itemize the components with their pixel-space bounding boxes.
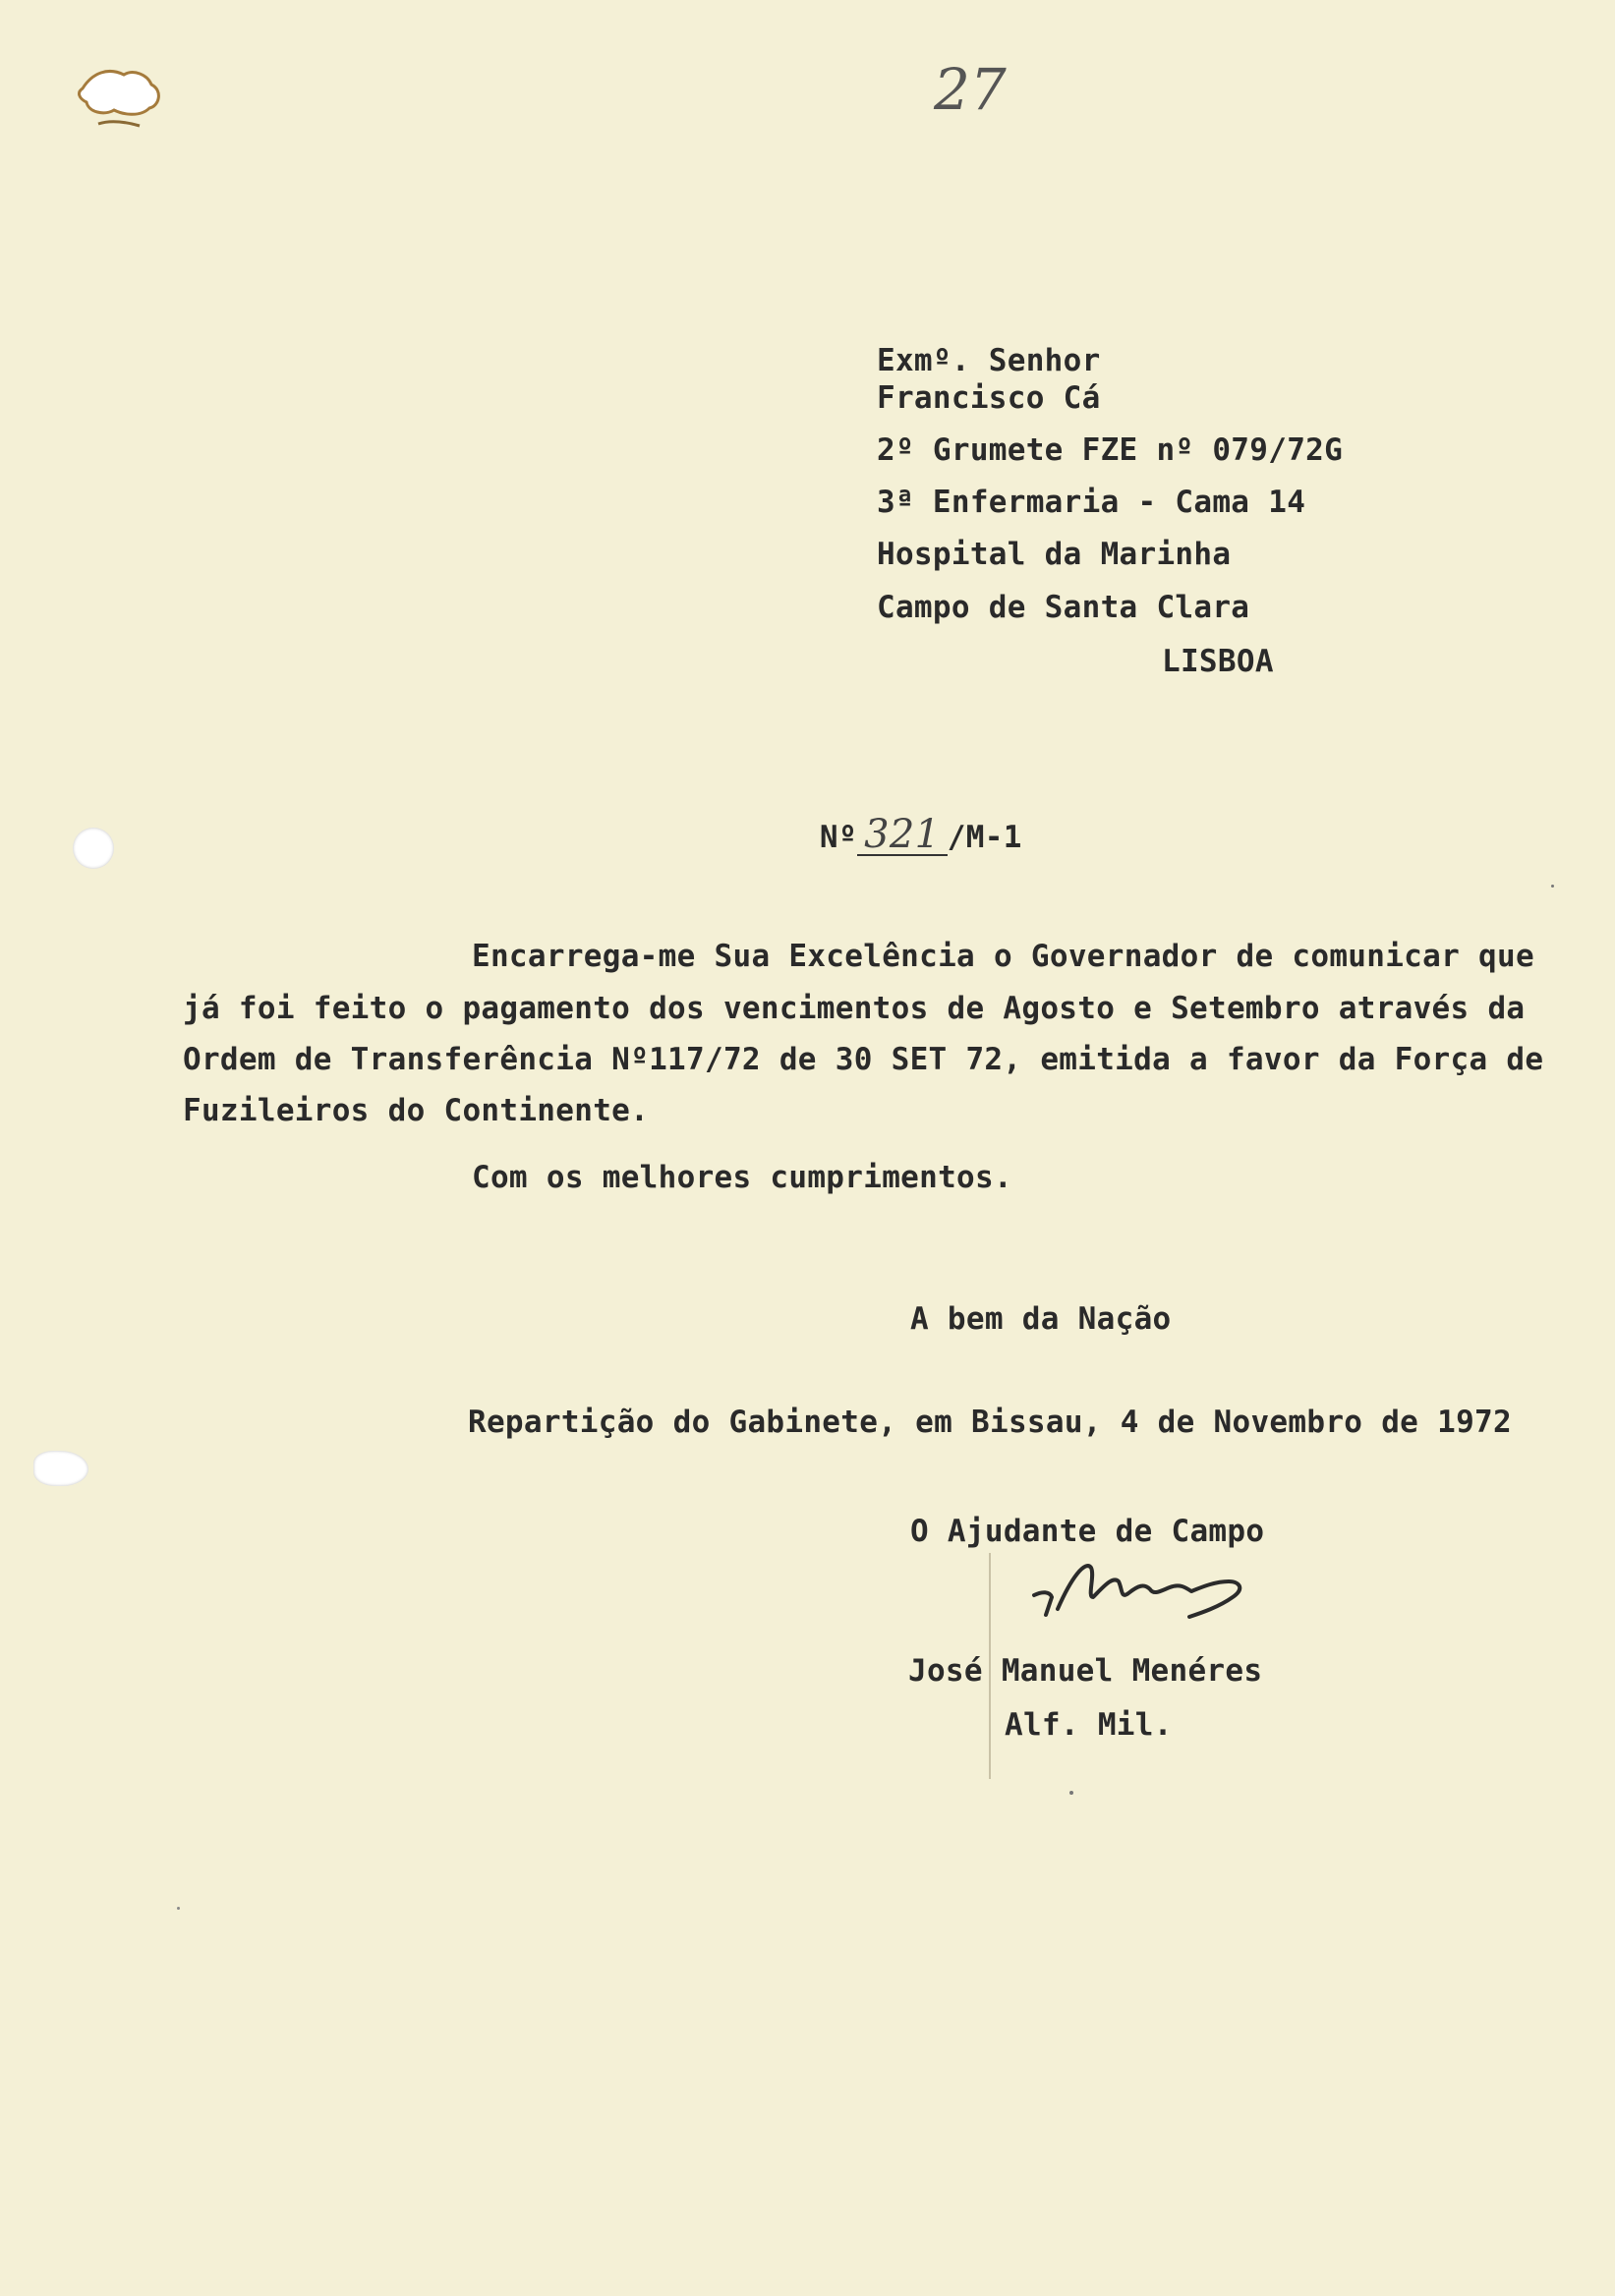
body-line-4: Fuzileiros do Continente.: [183, 1093, 650, 1128]
recipient-ward: 3ª Enfermaria - Cama 14: [877, 485, 1306, 520]
reference-number: [745, 784, 1022, 887]
recipient-salutation: Exmº. Senhor: [877, 343, 1101, 378]
speck: [1069, 1791, 1073, 1795]
place-date: Repartição do Gabinete, em Bissau, 4 de Novembro de 1972: [468, 1405, 1512, 1440]
handwritten-signature: [1022, 1548, 1278, 1646]
recipient-hospital: Hospital da Marinha: [877, 537, 1232, 572]
body-line-1: Encarrega-me Sua Excelência o Governador de comunicar que: [472, 939, 1534, 974]
punch-hole-upper: [73, 828, 114, 869]
closing-line: Com os melhores cumprimentos.: [472, 1160, 1012, 1195]
body-line-2: já foi feito o pagamento dos vencimentos de Agosto e Setembro através da: [183, 991, 1526, 1026]
reference-handwritten-number: [857, 812, 948, 857]
body-line-3: Ordem de Transferência Nº117/72 de 30 SET 72, emitida a favor da Força de: [183, 1042, 1544, 1077]
recipient-name: Francisco Cá: [877, 380, 1101, 416]
reference-number-value: 321: [864, 812, 941, 857]
motto: A bem da Nação: [910, 1301, 1172, 1337]
reference-prefix: Nº: [819, 820, 857, 855]
signatory-name: José Manuel Menéres: [908, 1653, 1263, 1689]
signatory-rank: Alf. Mil.: [1005, 1707, 1173, 1743]
speck: [177, 1907, 180, 1910]
recipient-city: LISBOA: [1162, 644, 1274, 679]
punch-hole-lower: [33, 1451, 88, 1486]
torn-corner-mark: [69, 61, 177, 140]
recipient-street: Campo de Santa Clara: [877, 590, 1250, 625]
signatory-title: O Ajudante de Campo: [910, 1514, 1265, 1549]
recipient-rank: 2º Grumete FZE nº 079/72G: [877, 432, 1344, 468]
speck: [1551, 885, 1554, 888]
page-number: 27: [934, 56, 1007, 123]
reference-suffix: /M-1: [947, 820, 1022, 855]
